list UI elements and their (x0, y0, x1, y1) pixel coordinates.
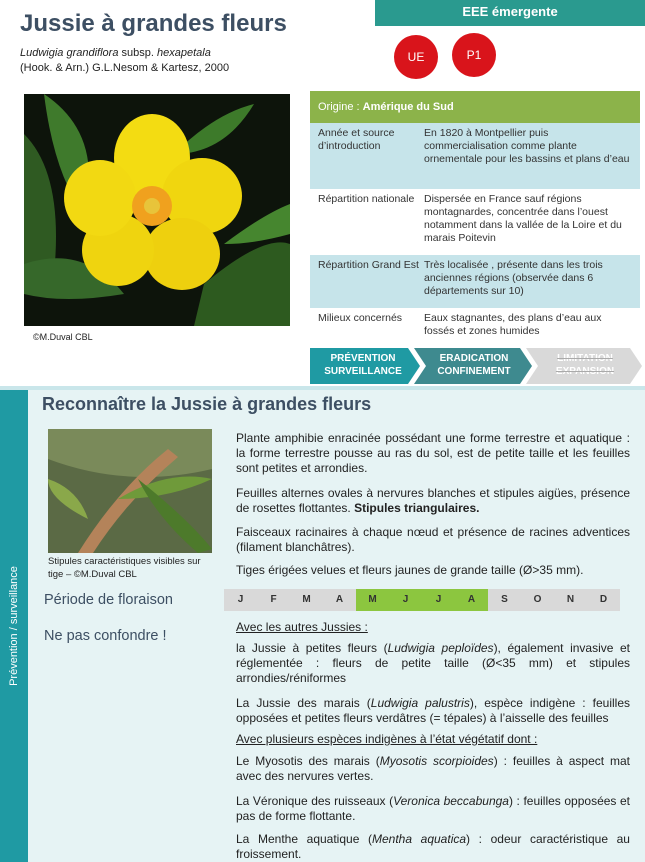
confusion-label: Ne pas confondre ! (44, 628, 167, 644)
confusion-item (236, 641, 630, 686)
sidebar (0, 390, 28, 862)
info-row (310, 255, 640, 308)
leaves-paragraph (236, 486, 630, 516)
strategy-prevention: PRÉVENTION SURVEILLANCE (324, 353, 402, 377)
month-cell: J (389, 589, 422, 611)
info-key: Milieux concernés (318, 312, 403, 324)
confusion-item (236, 832, 630, 862)
c3-text-end: ) : feuilles à aspect mat avec des nervures vertes. (236, 754, 630, 783)
c2-text: La Jussie des marais ( (236, 696, 371, 710)
month-cell: O (521, 589, 554, 611)
flowering-label: Période de floraison (44, 592, 173, 608)
month-cell: J (422, 589, 455, 611)
section-title: Reconnaître la Jussie à grandes fleurs (42, 394, 372, 414)
month-cell: M (356, 589, 389, 611)
photo-credit: ©M.Duval CBL (33, 332, 93, 342)
c5-latin: Mentha aquatica (372, 832, 467, 846)
description-paragraph: Plante amphibie enracinée possédant une forme terrestre et aquatique : la forme terrestre pousse au ras du sol, est de petite taille et les feuilles sont petites et arrondies. (236, 431, 630, 475)
c2-latin: Ludwigia palustris (370, 696, 470, 710)
info-key: Répartition nationale (318, 193, 415, 205)
info-key: Répartition Grand Est (318, 259, 419, 271)
info-row (310, 123, 640, 189)
month-cell: N (554, 589, 587, 611)
month-cell: S (488, 589, 521, 611)
info-value: Très localisée , présente dans les trois anciennes régions (observée dans 6 départements sur 10) (424, 259, 603, 297)
status-banner: EEE émergente (375, 0, 645, 26)
c1-text-end: ), également invasive et réglementée : fleurs de petite taille (Ø<35 mm) et stipules arrondies/réniformes (236, 641, 630, 685)
authors: (Hook. & Arn.) G.L.Nesom & Kartesz, 2000 (20, 62, 230, 74)
stem-photo (48, 429, 212, 553)
latin-subsp-word: subsp. (121, 47, 154, 59)
info-value: Dispersée en France sauf régions montagnardes, concentrée dans l’ouest notamment dans la vallée de la Loire et du marais Poitevin (424, 193, 622, 244)
month-cell: A (455, 589, 488, 611)
origin-value: Amérique du Sud (362, 101, 454, 113)
flower-photo (24, 94, 290, 326)
info-row (310, 189, 640, 255)
badge-p1: P1 (452, 33, 496, 77)
month-cell: M (290, 589, 323, 611)
info-table (310, 91, 640, 350)
latin-genus: Ludwigia grandiflora (20, 47, 119, 59)
c5-text: La Menthe aquatique ( (236, 832, 372, 846)
c1-latin: Ludwigia peploïdes (387, 641, 494, 655)
strategy-limitation: LIMITATION EXPANSION (555, 353, 615, 377)
month-cell: A (323, 589, 356, 611)
flowering-calendar (224, 589, 620, 611)
origin-row (310, 91, 640, 123)
c3-text: Le Myosotis des marais ( (236, 754, 380, 768)
strategy-eradication: ERADICATION CONFINEMENT (437, 353, 511, 377)
c4-latin: Veronica beccabunga (393, 794, 509, 808)
c4-text-end: ) : feuilles opposées et pas de forme flottante. (236, 794, 631, 823)
stem-photo-caption: Stipules caractéristiques visibles sur tige – ©M.Duval CBL (48, 556, 201, 580)
scientific-name (20, 46, 229, 76)
c2-text-end: ), espèce indigène : feuilles opposées et petites fleurs verdâtres (= tépales) à l’aisselle des feuilles (236, 696, 631, 725)
month-cell: D (587, 589, 620, 611)
roots-paragraph: Faisceaux racinaires à chaque nœud et présence de racines adventices (filament blanchâtres). (236, 525, 630, 554)
latin-subsp: hexapetala (157, 47, 211, 59)
sidebar-label: Prévention / surveillance (8, 566, 20, 686)
c1-text: la Jussie à petites fleurs ( (236, 641, 388, 655)
c4-text: La Véronique des ruisseaux ( (236, 794, 394, 808)
confusion-item (236, 696, 630, 726)
page-title: Jussie à grandes fleurs (20, 10, 287, 37)
month-cell: J (224, 589, 257, 611)
info-key: Année et source d’introduction (318, 127, 395, 152)
native-heading: Avec plusieurs espèces indigènes à l’état végétatif dont : (236, 732, 538, 746)
origin-label: Origine : (318, 101, 363, 113)
info-row (310, 308, 640, 350)
info-value: En 1820 à Montpellier puis commercialisation comme plante ornementale pour les bassins et plans d’eau (424, 127, 630, 165)
other-jussies-heading: Avec les autres Jussies : (236, 620, 368, 634)
confusion-item (236, 754, 630, 784)
badge-ue: UE (394, 35, 438, 79)
info-value: Eaux stagnantes, des plans d’eau aux fossés et zones humides (424, 312, 602, 337)
confusion-item (236, 794, 630, 824)
stems-paragraph: Tiges érigées velues et fleurs jaunes de grande taille (Ø>35 mm). (236, 563, 584, 577)
management-strategy (310, 348, 644, 384)
c3-latin: Myosotis scorpioides (379, 754, 494, 768)
month-cell: F (257, 589, 290, 611)
c5-text-end: ) : odeur caractéristique au froissement. (236, 832, 630, 861)
leaves-text: Feuilles alternes ovales à nervures blanches et stipules aigües, présence de rosettes flottantes. (236, 486, 630, 515)
stipules-text: Stipules triangulaires. (354, 501, 480, 515)
